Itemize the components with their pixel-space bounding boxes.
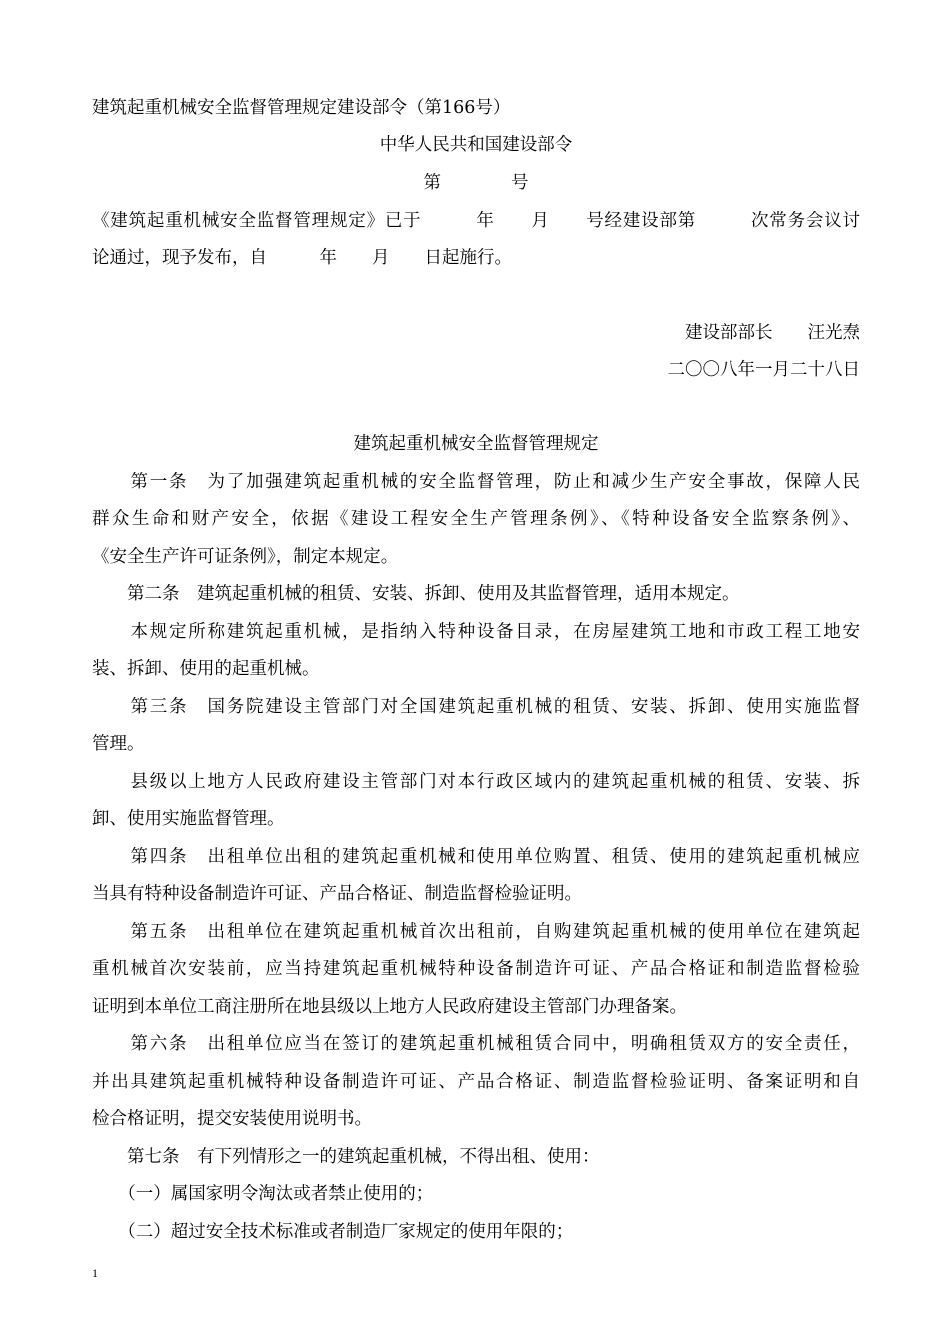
regulation-line: 管理。	[92, 734, 145, 754]
regulation-line: 装、拆卸、使用的起重机械。	[92, 659, 320, 679]
regulation-line: 卸、使用实施监督管理。	[92, 809, 285, 829]
regulation-line: 第三条 国务院建设主管部门对全国建筑起重机械的租赁、安装、拆卸、使用实施监督	[92, 697, 860, 717]
regulation-line: 县级以上地方人民政府建设主管部门对本行政区域内的建筑起重机械的租赁、安装、拆	[92, 772, 860, 792]
regulation-line: 并出具建筑起重机械特种设备制造许可证、产品合格证、制造监督检验证明、备案证明和自	[92, 1072, 860, 1092]
regulation-line: 重机械首次安装前，应当持建筑起重机械特种设备制造许可证、产品合格证和制造监督检验	[92, 959, 860, 979]
document-title: 建筑起重机械安全监督管理规定建设部令（第166号）	[92, 98, 511, 118]
page-number: 1	[92, 1266, 98, 1280]
regulation-line: 第二条 建筑起重机械的租赁、安装、拆卸、使用及其监督管理，适用本规定。	[92, 584, 740, 604]
regulation-line: 第五条 出租单位在建筑起重机械首次出租前，自购建筑起重机械的使用单位在建筑起	[92, 922, 860, 942]
regulation-line: 当具有特种设备制造许可证、产品合格证、制造监督检验证明。	[92, 884, 582, 904]
intro-line-2: 论通过，现予发布，自 年 月 日起施行。	[92, 248, 512, 268]
regulation-title: 建筑起重机械安全监督管理规定	[353, 434, 599, 454]
regulation-line: 本规定所称建筑起重机械，是指纳入特种设备目录，在房屋建筑工地和市政工程工地安	[92, 622, 860, 642]
signing-date: 二〇〇八年一月二十八日	[667, 360, 860, 380]
regulation-line: 群众生命和财产安全，依据《建设工程安全生产管理条例》、《特种设备安全监察条例》、	[92, 509, 860, 529]
regulation-line: 第六条 出租单位应当在签订的建筑起重机械租赁合同中，明确租赁双方的安全责任，	[92, 1034, 860, 1054]
order-number: 第 号	[423, 173, 529, 193]
regulation-line: 证明到本单位工商注册所在地县级以上地方人民政府建设主管部门办理备案。	[92, 997, 687, 1017]
issuing-authority: 中华人民共和国建设部令	[379, 135, 573, 155]
regulation-line: 《安全生产许可证条例》，制定本规定。	[92, 547, 399, 567]
signer: 建设部部长 汪光焘	[685, 323, 860, 343]
intro-line-1: 《建筑起重机械安全监督管理规定》已于 年 月 号经建设部第 次常务会议讨	[92, 211, 860, 231]
regulation-line: （一）属国家明令淘汰或者禁止使用的；	[92, 1184, 434, 1204]
regulation-line: （二）超过安全技术标准或者制造厂家规定的使用年限的；	[92, 1222, 574, 1242]
regulation-line: 第四条 出租单位出租的建筑起重机械和使用单位购置、租赁、使用的建筑起重机械应	[92, 847, 860, 867]
regulation-line: 第一条 为了加强建筑起重机械的安全监督管理，防止和减少生产安全事故，保障人民	[92, 472, 860, 492]
regulation-line: 第七条 有下列情形之一的建筑起重机械，不得出租、使用：	[92, 1147, 600, 1167]
regulation-line: 检合格证明，提交安装使用说明书。	[92, 1109, 372, 1129]
